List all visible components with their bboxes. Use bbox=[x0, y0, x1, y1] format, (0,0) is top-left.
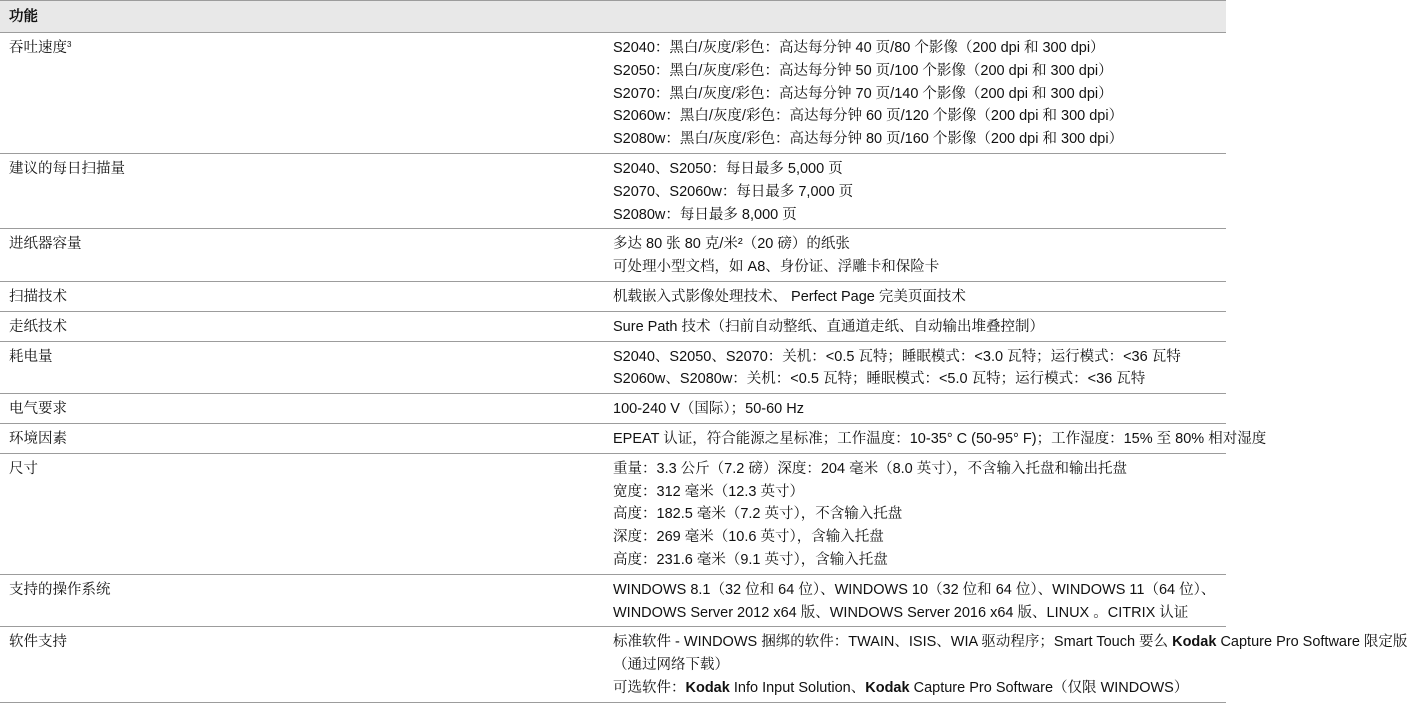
spec-row-daily-volume bbox=[0, 153, 1226, 228]
value-line: 高度：182.5 毫米（7.2 英寸），不含输入托盘 bbox=[613, 506, 903, 523]
software-standard-text: 标准软件 - WINDOWS 捆绑的软件：TWAIN、ISIS、WIA 驱动程序；Smart Touch 要么 bbox=[613, 634, 1173, 651]
value-line: 机载嵌入式影像处理技术、 Perfect Page 完美页面技术 bbox=[613, 288, 966, 305]
value-line: S2040：黑白/灰度/彩色：高达每分钟 40 页/80 个影像（200 dpi 和 300 dpi） bbox=[613, 40, 1105, 56]
row-label: 软件支持 bbox=[0, 627, 613, 702]
value-line: S2080w：每日最多 8,000 页 bbox=[613, 206, 797, 223]
row-label: 电气要求 bbox=[0, 394, 613, 424]
row-label: 走纸技术 bbox=[0, 311, 613, 341]
value-line: S2060w、S2080w：关机：<0.5 瓦特；睡眠模式：<5.0 瓦特；运行模式：<36 瓦特 bbox=[613, 371, 1146, 388]
value-line: Sure Path 技术（扫前自动整纸、直通道走纸、自动输出堆叠控制） bbox=[613, 318, 1045, 335]
spec-row-feeder-capacity bbox=[0, 229, 1226, 282]
software-optional-suffix: Capture Pro Software（仅限 WINDOWS） bbox=[909, 679, 1189, 696]
value-line: WINDOWS 8.1（32 位和 64 位）、WINDOWS 10（32 位和 64 位）、WINDOWS 11（64 位）、 bbox=[613, 581, 1216, 598]
spec-row-throughput bbox=[0, 33, 1226, 154]
value-line: 深度：269 毫米（10.6 英寸），含输入托盘 bbox=[613, 529, 884, 546]
row-label-text: 吞吐速度 bbox=[9, 40, 67, 56]
row-label: 尺寸 bbox=[0, 453, 613, 574]
section-title: 功能 bbox=[0, 1, 1226, 33]
spec-row-electrical bbox=[0, 394, 1226, 424]
row-label: 耗电量 bbox=[0, 341, 613, 394]
row-value bbox=[613, 423, 1267, 453]
table-header-row bbox=[0, 1, 1226, 33]
value-line: 宽度：312 毫米（12.3 英寸） bbox=[613, 483, 804, 500]
row-label: 环境因素 bbox=[0, 423, 613, 453]
value-line: 可处理小型文档，如 A8、身份证、浮雕卡和保险卡 bbox=[613, 259, 940, 276]
value-line: 100-240 V（国际）；50-60 Hz bbox=[613, 401, 804, 418]
row-value bbox=[613, 153, 1226, 228]
row-value bbox=[613, 394, 1226, 424]
spec-row-scan-technology bbox=[0, 281, 1226, 311]
value-line: （通过网络下载） bbox=[613, 657, 729, 674]
value-line: WINDOWS Server 2012 x64 版、WINDOWS Server 2016 x64 版、LINUX 。CITRIX 认证 bbox=[613, 604, 1189, 621]
value-line: S2040、S2050：每日最多 5,000 页 bbox=[613, 160, 843, 177]
value-line: 重量：3.3 公斤（7.2 磅）深度：204 毫米（8.0 英寸），不含输入托盘和输出托盘 bbox=[613, 460, 1128, 477]
row-label: 支持的操作系统 bbox=[0, 574, 613, 627]
software-optional-mid: Info Input Solution、 bbox=[729, 679, 866, 696]
spec-row-dimensions bbox=[0, 453, 1226, 574]
value-line bbox=[613, 677, 1220, 700]
row-value bbox=[613, 311, 1226, 341]
value-line: S2080w：黑白/灰度/彩色：高达每分钟 80 页/160 个影像（200 dpi 和 300 dpi） bbox=[613, 131, 1124, 148]
kodak-brand: Kodak bbox=[865, 679, 910, 696]
value-line: 高度：231.6 毫米（9.1 英寸），含输入托盘 bbox=[613, 551, 888, 568]
value-line bbox=[613, 631, 1407, 654]
value-line: S2050：黑白/灰度/彩色：高达每分钟 50 页/100 个影像（200 dpi 和 300 dpi） bbox=[613, 62, 1113, 79]
row-value bbox=[613, 229, 1226, 282]
kodak-brand: Kodak bbox=[685, 679, 730, 696]
spec-row-power-consumption bbox=[0, 341, 1226, 394]
value-line: S2040、S2050、S2070：关机：<0.5 瓦特；睡眠模式：<3.0 瓦特；运行模式：<36 瓦特 bbox=[613, 348, 1181, 365]
spec-row-software bbox=[0, 627, 1226, 702]
value-line: 多达 80 张 80 克/米²（20 磅）的纸张 bbox=[613, 236, 850, 253]
row-value bbox=[613, 281, 1226, 311]
spec-row-paper-path bbox=[0, 311, 1226, 341]
row-value bbox=[613, 33, 1226, 154]
row-label: 扫描技术 bbox=[0, 281, 613, 311]
spec-row-environmental bbox=[0, 423, 1226, 453]
row-label bbox=[0, 33, 613, 154]
spec-row-operating-systems bbox=[0, 574, 1226, 627]
software-optional-prefix: 可选软件： bbox=[613, 679, 686, 696]
row-value bbox=[613, 627, 1407, 702]
kodak-brand: Kodak bbox=[1172, 634, 1217, 651]
row-value bbox=[613, 453, 1226, 574]
value-line: S2070、S2060w：每日最多 7,000 页 bbox=[613, 183, 854, 200]
row-label: 进纸器容量 bbox=[0, 229, 613, 282]
value-line: S2060w：黑白/灰度/彩色：高达每分钟 60 页/120 个影像（200 dpi 和 300 dpi） bbox=[613, 108, 1124, 125]
row-value bbox=[613, 341, 1226, 394]
software-standard-suffix: Capture Pro Software 限定版 bbox=[1216, 634, 1407, 651]
row-value bbox=[613, 574, 1226, 627]
value-line: S2070：黑白/灰度/彩色：高达每分钟 70 页/140 个影像（200 dpi 和 300 dpi） bbox=[613, 85, 1113, 102]
footnote-marker: 3 bbox=[67, 40, 72, 49]
value-line: EPEAT 认证，符合能源之星标准；工作温度：10-35° C (50-95° F)；工作湿度：15% 至 80% 相对湿度 bbox=[613, 430, 1267, 447]
row-label: 建议的每日扫描量 bbox=[0, 153, 613, 228]
